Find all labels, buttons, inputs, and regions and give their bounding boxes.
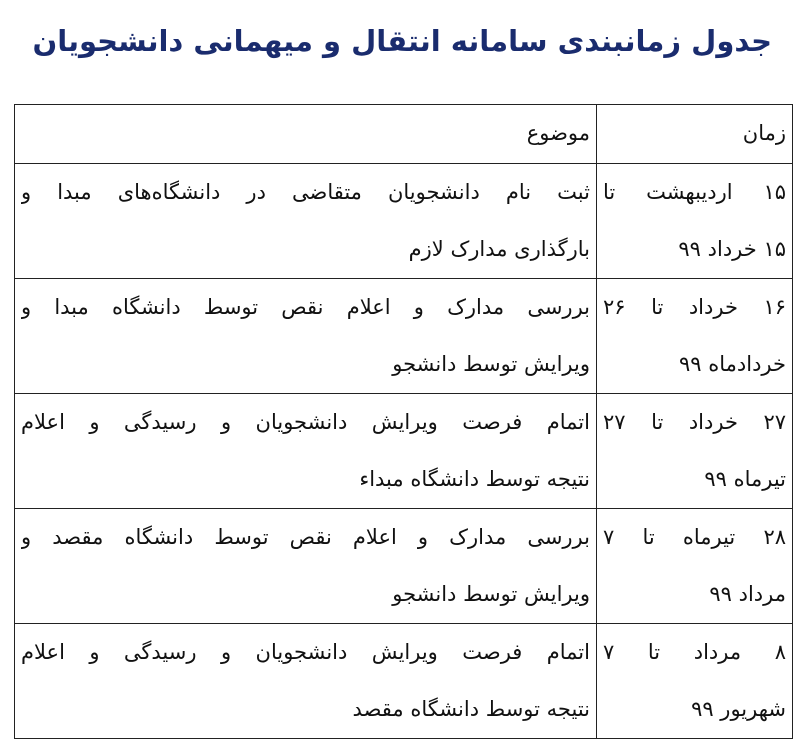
- subject-line-2: بارگذاری مدارک لازم: [408, 237, 590, 261]
- header-time: زمان: [597, 105, 793, 164]
- subject-line-1: اتمام فرصت ویرایش دانشجویان و رسیدگی و اعلام: [21, 640, 590, 664]
- time-line-1: ۸ مرداد تا ۷: [603, 640, 786, 664]
- subject-cell: [15, 509, 597, 624]
- subject-cell: [15, 624, 597, 739]
- time-line-2: ۱۵ خرداد ۹۹: [678, 237, 786, 261]
- subject-line-2: ویرایش توسط دانشجو: [392, 352, 590, 376]
- subject-line-2: ویرایش توسط دانشجو: [392, 582, 590, 606]
- time-line-2: شهریور ۹۹: [691, 697, 786, 721]
- time-cell: [597, 624, 793, 739]
- subject-line-1: اتمام فرصت ویرایش دانشجویان و رسیدگی و اعلام: [21, 410, 590, 434]
- subject-line-1: بررسی مدارک و اعلام نقص توسط دانشگاه مقصد و: [21, 525, 590, 549]
- header-subject: موضوع: [15, 105, 597, 164]
- subject-line-2: نتیجه توسط دانشگاه مبداء: [359, 467, 590, 491]
- schedule-table: [14, 104, 793, 739]
- time-line-2: تیرماه ۹۹: [704, 467, 786, 491]
- time-line-1: ۲۸ تیرماه تا ۷: [603, 525, 786, 549]
- table-row: [15, 279, 793, 394]
- time-cell: [597, 279, 793, 394]
- time-line-1: ۱۵ اردیبهشت تا: [603, 180, 786, 204]
- time-cell: [597, 394, 793, 509]
- table-row: [15, 624, 793, 739]
- subject-line-1: بررسی مدارک و اعلام نقص توسط دانشگاه مبدا و: [21, 295, 590, 319]
- time-line-2: مرداد ۹۹: [709, 582, 786, 606]
- page-title: جدول زمانبندی سامانه انتقال و میهمانی دانشجویان: [32, 24, 772, 58]
- time-cell: [597, 164, 793, 279]
- table-row: [15, 509, 793, 624]
- subject-line-1: ثبت نام دانشجویان متقاضی در دانشگاه‌های مبدا و: [21, 180, 590, 204]
- table-row: [15, 394, 793, 509]
- subject-cell: [15, 279, 597, 394]
- time-line-1: ۱۶ خرداد تا ۲۶: [603, 295, 786, 319]
- subject-cell: [15, 164, 597, 279]
- table-header-row: [15, 105, 793, 164]
- time-line-2: خردادماه ۹۹: [679, 352, 786, 376]
- table-row: [15, 164, 793, 279]
- subject-line-2: نتیجه توسط دانشگاه مقصد: [352, 697, 590, 721]
- subject-cell: [15, 394, 597, 509]
- time-line-1: ۲۷ خرداد تا ۲۷: [603, 410, 786, 434]
- time-cell: [597, 509, 793, 624]
